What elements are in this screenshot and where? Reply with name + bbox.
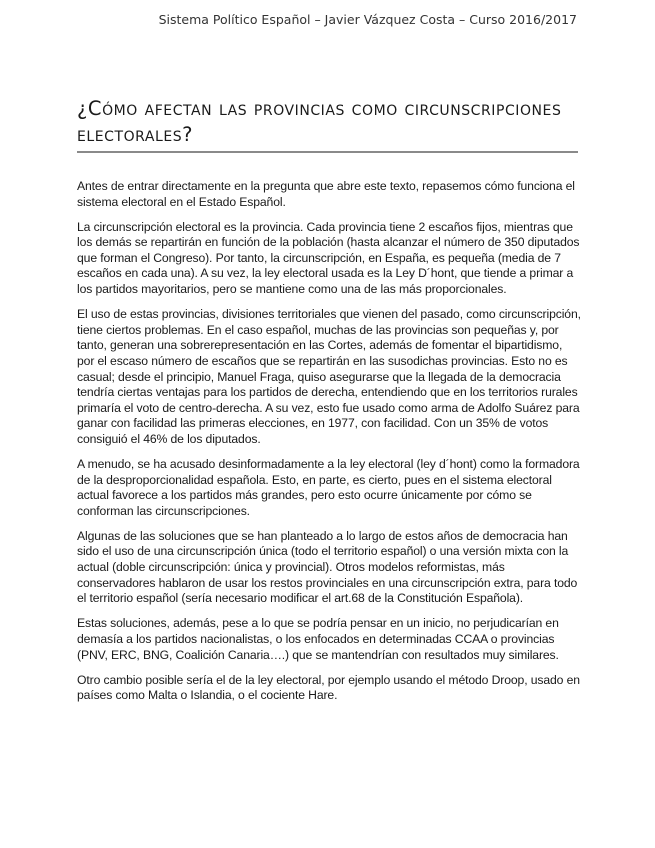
- paragraph-soluciones: Algunas de las soluciones que se han planteado a lo largo de estos años de democracia han sido el uso de una circunscripción única (todo el territorio español) o una versión mixta con la actual (doble circunscripción: única y provincial). Otros modelos reformistas, más conservadores hablaron de usar los restos provinciales en una circunscripción extra, para todo el territorio español (sería necesario modificar el art.68 de la Constitución Española).: [77, 528, 578, 606]
- running-header: Sistema Político Español – Javier Vázquez Costa – Curso 2016/2017: [158, 12, 577, 27]
- document-body: [77, 179, 582, 713]
- paragraph-circunscripcion: La circunscripción electoral es la provincia. Cada provincia tiene 2 escaños fijos, mientras que los demás se repartirán en función de la población (hasta alcanzar el número de 350 diputados que forman el Congreso). Por tanto, la circunscripción, en España, es pequeña (media de 7 escaños en cada una). A su vez, la ley electoral usada es la Ley D´hont, que tiende a primar a los partidos mayoritarios, pero se mantiene como una de las más proporcionales.: [77, 219, 580, 297]
- paragraph-ley-electoral: A menudo, se ha acusado desinformadamente a la ley electoral (ley d´hont) como la formadora de la desproporcionalidad española. Esto, en parte, es cierto, pues en el sistema electoral actual favorece a los partidos más grandes, pero esto ocurre únicamente por cómo se conforman las circunscripciones.: [77, 457, 580, 518]
- document-title: ¿Cómo afectan las provincias como circunscripciones electorales?: [77, 96, 578, 153]
- paragraph-intro: Antes de entrar directamente en la pregunta que abre este texto, repasemos cómo funciona el sistema electoral en el Estado Español.: [77, 179, 575, 209]
- paragraph-otros-cambios: Otro cambio posible sería el de la ley electoral, por ejemplo usando el método Droop, usado en países como Malta o Islandia, o el cociente Hare.: [77, 672, 580, 703]
- paragraph-nacionalistas: Estas soluciones, además, pese a lo que se podría pensar en un inicio, no perjudicarían en demasía a los partidos nacionalistas, o los enfocados en determinadas CCAA o provincias (PNV, ERC, BNG, Coalición Canaria….) que se mantendrían con resultados muy similares.: [77, 616, 559, 662]
- paragraph-problemas: El uso de estas provincias, divisiones territoriales que vienen del pasado, como circunscripción, tiene ciertos problemas. En el caso español, muchas de las provincias son pequeñas y, por tanto, generan una sobrerepresentación en las Cortes, además de fomentar el bipartidismo, por el escaso número de escaños que se repartirán en las susodichas provincias. Esto no es casual; desde el principio, Manuel Fraga, quiso asegurarse que la llegada de la democracia tendría ciertas ventajas para los partidos de derecha, entendiendo que en los territorios rurales primaría el voto de centro-derecha. A su vez, esto fue usado como arma de Adolfo Suárez para ganar con facilidad las primeras elecciones, en 1977, con facilidad. Con un 35% de votos consiguió el 46% de los diputados.: [77, 307, 581, 446]
